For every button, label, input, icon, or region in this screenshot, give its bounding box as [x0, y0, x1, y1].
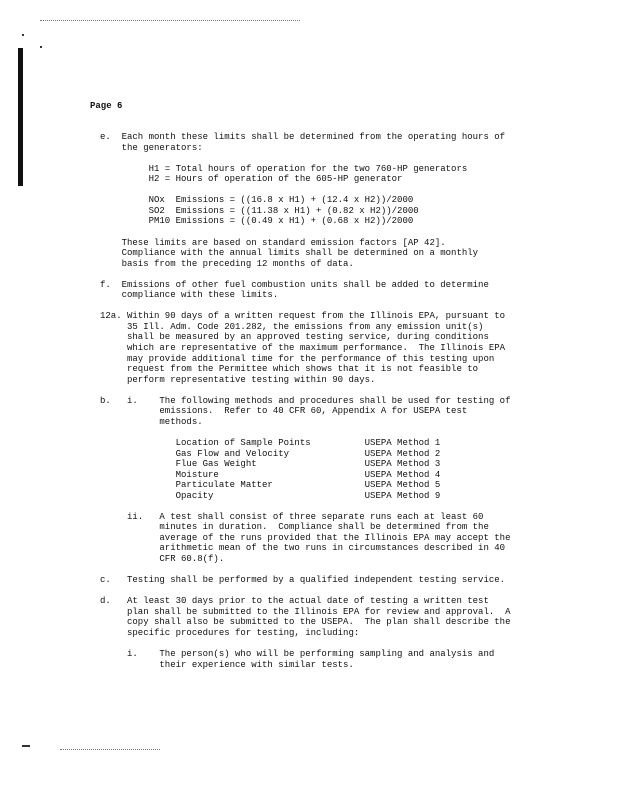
scan-artifact-header: [40, 20, 300, 22]
document-line: H2 = Hours of operation of the 605-HP generator: [100, 174, 403, 185]
document-line: CFR 60.8(f).: [100, 554, 225, 564]
document-line: i. The person(s) who will be performing sampling and analysis and: [100, 648, 495, 659]
document-line: methods.: [100, 416, 203, 427]
document-line: f. Emissions of other fuel combustion units shall be added to determine: [100, 279, 489, 290]
document-line: perform representative testing within 90 days.: [100, 374, 376, 385]
document-line: e. Each month these limits shall be determined from the operating hours of: [100, 132, 506, 142]
document-line: SO2 Emissions = ((11.38 x H1) + (0.82 x H2))/2000: [100, 205, 419, 216]
document-line: Flue Gas Weight USEPA Method 3: [100, 459, 441, 470]
document-line: shall be measured by an approved testing service, during conditions: [100, 332, 489, 343]
document-line: d. At least 30 days prior to the actual date of testing a written test: [100, 596, 489, 607]
document-line: plan shall be submitted to the Illinois EPA for review and approval. A: [100, 606, 511, 617]
document-line: copy shall also be submitted to the USEPA. The plan shall describe the: [100, 617, 511, 628]
document-line: may provide additional time for the performance of this testing upon: [100, 353, 495, 364]
document-line: H1 = Total hours of operation for the two 760-HP generators: [100, 163, 468, 174]
document-line: These limits are based on standard emission factors [AP 42].: [100, 237, 446, 248]
document-line: NOx Emissions = ((16.8 x H1) + (12.4 x H2))/2000: [100, 195, 414, 206]
document-line: basis from the preceding 12 months of data.: [100, 258, 354, 269]
document-line: average of the runs provided that the Illinois EPA may accept the: [100, 532, 511, 543]
document-line: Gas Flow and Velocity USEPA Method 2: [100, 448, 441, 459]
scan-artifact-left-bar: [18, 48, 23, 186]
document-line: Particulate Matter USEPA Method 5: [100, 480, 441, 491]
document-line: Location of Sample Points USEPA Method 1: [100, 437, 441, 448]
document-line: b. i. The following methods and procedures shall be used for testing of: [100, 395, 511, 406]
document-line: Moisture USEPA Method 4: [100, 469, 441, 480]
document-line: PM10 Emissions = ((0.49 x H1) + (0.68 x H2))/2000: [100, 216, 414, 227]
document-line: 12a. Within 90 days of a written request from the Illinois EPA, pursuant to: [100, 311, 506, 322]
scan-artifact-dot: [22, 745, 30, 747]
scan-artifact-footer: [60, 749, 160, 751]
document-line: compliance with these limits.: [100, 290, 279, 301]
document-line: which are representative of the maximum performance. The Illinois EPA: [100, 343, 506, 353]
document-line: minutes in duration. Compliance shall be determined from the: [100, 522, 489, 533]
document-line: Opacity USEPA Method 9: [100, 490, 441, 501]
document-line: their experience with similar tests.: [100, 659, 354, 670]
page-number: Page 6: [90, 101, 123, 111]
document-line: ii. A test shall consist of three separate runs each at least 60: [100, 511, 484, 522]
document-line: arithmetic mean of the two runs in circumstances described in 40: [100, 543, 506, 554]
document-line: request from the Permittee which shows that it is not feasible to: [100, 364, 479, 375]
document-line: the generators:: [100, 142, 203, 153]
document-line: emissions. Refer to 40 CFR 60, Appendix A for USEPA test: [100, 406, 468, 417]
scan-artifact-dot: [22, 34, 24, 36]
document-line: Compliance with the annual limits shall be determined on a monthly: [100, 248, 479, 259]
scan-artifact-dot: [40, 46, 42, 48]
document-line: 35 Ill. Adm. Code 201.282, the emissions from any emission unit(s): [100, 321, 484, 332]
document-line: c. Testing shall be performed by a qualified independent testing service.: [100, 575, 506, 586]
document-line: specific procedures for testing, including:: [100, 627, 360, 638]
